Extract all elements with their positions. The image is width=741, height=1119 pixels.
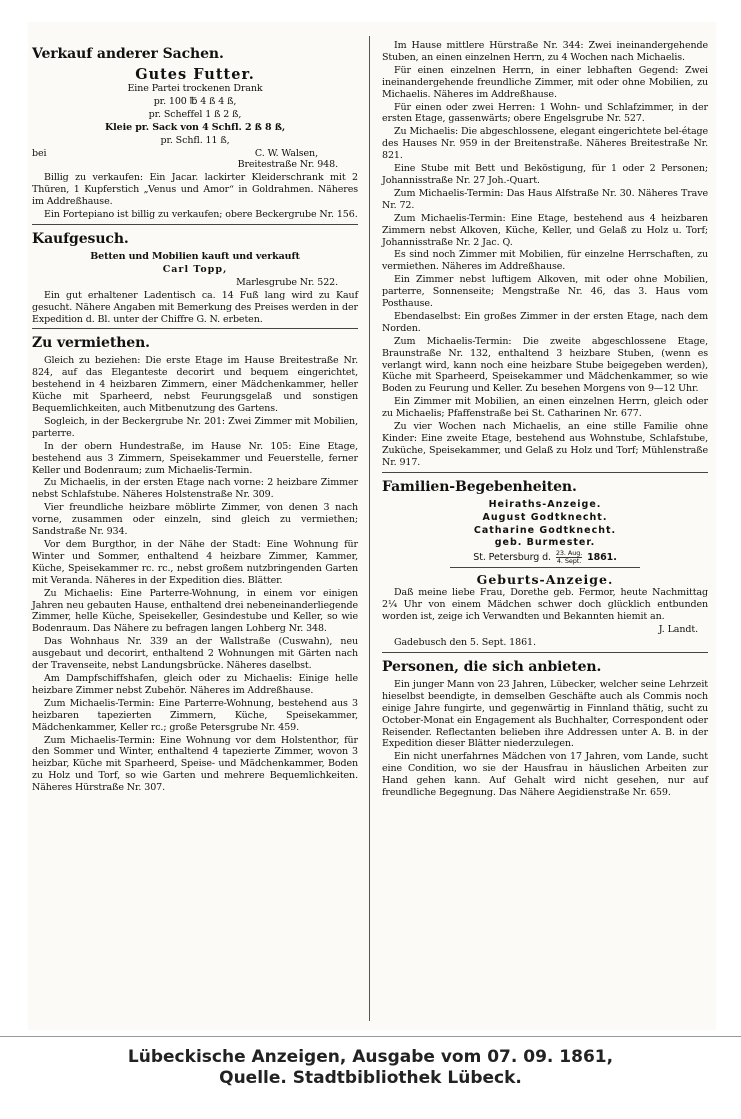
geburts-text: Daß meine liebe Frau, Dorethe geb. Fermor, heute Nachmittag 2¼ Uhr von einem Mädchen schwer doch glücklich entbunden worden ist, zeige ich Verwandten und Bekannten hiemit an. [382,587,708,623]
futter-seller-address: Breitestraße Nr. 948. [237,159,338,171]
futter-seller [32,148,358,160]
caption-line-2: Quelle. Stadtbibliothek Lübeck. [219,1068,522,1088]
section-rule [382,652,708,653]
ad-text: Zum Michaelis-Termin: Eine Wohnung vor dem Holstenthor, für den Sommer und Winter, enthaltend 4 tapezierte Zimmer, wovon 3 heizbar, Küche mit Sparheerd, Speise- und Mädchenkammer, Boden zu Holz und Torf, so wie Garten und mehrere Bequemlichkeiten. Näheres Hürstraße Nr. 307. [32,734,358,794]
ad-text: Im Hause mittlere Hürstraße Nr. 344: Zwei ineinandergehende Stuben, an einen einzelnen Herrn, zu 4 Wochen nach Michaelis. [382,40,708,63]
ad-text: Ein Fortepiano ist billig zu verkaufen; obere Beckergrube Nr. 156. [44,209,358,221]
heiraths-date-stack [556,550,582,565]
futter-bei: bei [32,147,47,159]
ad-text: Zu Michaelis, in der ersten Etage nach vorne: 2 heizbare Zimmer nebst Schlafstube. Näheres Holstenstraße Nr. 309. [32,477,358,501]
section-heading-vermiethen: Zu vermiethen. [32,335,150,352]
ad-text: Billig zu verkaufen: Ein Jacar. lackirter Kleiderschrank mit 2 Thüren, 1 Kupferstich „Venus und Amor“ in Goldrahmen. Näheres im Addreßhause. [32,172,358,208]
futter-line: pr. Scheffel 1 ß 2 ß, [148,108,242,120]
ad-text: Zum Michaelis-Termin: Eine Etage, bestehend aus 4 heizbaren Zimmern nebst Alkoven, Küche, Keller, und Gelaß zu Holz u. Torf; Johannisstraße Nr. 2 Jac. Q. [382,212,708,248]
section-heading-personen: Personen, die sich anbieten. [382,658,602,675]
ad-text: Für einen einzelnen Herrn, in einer lebhaften Gegend: Zwei ineinandergehende freundliche Zimmer, mit oder ohne Mobilien, zu Michaelis. Näheres im Addreßhause. [382,64,708,100]
ad-text: Ein gut erhaltener Ladentisch ca. 14 Fuß lang wird zu Kauf gesucht. Nähere Angaben mit Bemerkung des Preises werden in der Expedition d. Bl. unter der Chiffre G. N. erbeten. [32,289,358,325]
section-heading-verkauf: Verkauf anderer Sachen. [32,46,224,62]
heiraths-date-bottom: 4. Sept. [556,557,582,566]
geburts-title: Geburts-Anzeige. [476,572,614,588]
heiraths-date-top: 23. Aug. [555,549,583,558]
ad-text: In der obern Hundestraße, im Hause Nr. 105: Eine Etage, bestehend aus 3 Zimmern, Speisekammer und Feuerstelle, ferner Keller und Bodenraum; zum Michaelis-Termin. [32,440,358,476]
futter-seller-name: C. W. Walsen, [254,147,318,159]
kauf-address: Marlesgrube Nr. 522. [236,276,338,288]
right-column [382,40,708,800]
section-rule [450,567,639,568]
ad-text: Vor dem Burgthor, in der Nähe der Stadt: Eine Wohnung für Winter und Sommer, enthaltend 4 heizbare Zimmer, Kammer, Küche, Speisekammer rc. rc., nebst großem nutzbringenden Garten mit Veranda. Näheres in der Expedition dies. Blätter. [32,539,358,586]
ad-text: Zu Michaelis: Eine Parterre-Wohnung, in einem vor einigen Jahren neu gebauten Hause, enthaltend drei nebeneinanderliegende Zimmer, helle Küche, Speisekeller, Gesindestube und Keller, so wie Bodenraum. Das Nähere zu befragen langen Lohberg Nr. 348. [32,587,358,635]
ad-title-gutes-futter: Gutes Futter. [135,66,255,83]
ad-text: Sogleich, in der Beckergrube Nr. 201: Zwei Zimmer mit Mobilien, parterre. [32,415,358,439]
section-rule [32,224,358,225]
heiraths-groom: August Godtknecht. [482,511,608,523]
ad-text: Zum Michaelis-Termin: Die zweite abgeschlossene Etage, Braunstraße Nr. 132, enthaltend 3 heizbare Stuben, (wenn es verlangt wird, kann noch eine heizbare Stube beigegeben werden), Küche mit Sparheerd, Speisekammer und Mädchenkammer, so wie Boden zu Feurung und Keller. Zu besehen Morgens von 9—12 Uhr. [382,335,708,395]
geburts-place: Gadebusch den 5. Sept. 1861. [394,636,536,648]
heiraths-title: Heiraths-Anzeige. [488,498,602,510]
kauf-name: Carl Topp, [162,263,228,275]
futter-line: Eine Partei trockenen Drank [127,83,263,94]
caption-divider [0,1036,741,1037]
ad-text: Zum Michaelis-Termin: Das Haus Alfstraße Nr. 30. Näheres Trave Nr. 72. [382,187,708,211]
geburts-signer: J. Landt. [658,624,698,636]
ad-text: Zum Michaelis-Termin: Eine Parterre-Wohnung, bestehend aus 3 heizbaren tapezierten Zimmern, Küche, Speisekammer, Mädchenkammer, Keller rc.; große Petersgrube Nr. 459. [32,697,358,733]
caption-line-1: Lübeckische Anzeigen, Ausgabe vom 07. 09. 1861, [127,1047,614,1067]
newspaper-scan [28,22,716,1030]
ad-text: Zu Michaelis: Die abgeschlossene, elegant eingerichtete bel-étage des Hauses Nr. 959 in der Breitenstraße. Näheres Breitestraße Nr. 821. [382,126,709,162]
heiraths-bride: Catharine Godtknecht. [473,524,617,536]
ad-text: Für einen oder zwei Herren: 1 Wohn- und Schlafzimmer, in der ersten Etage, gassenwärts; obere Engelsgrube Nr. 527. [382,101,708,125]
futter-line: pr. 100 ℔ 4 ß 4 ß, [153,95,237,107]
heiraths-year: 1861. [587,552,617,564]
heiraths-place: St. Petersburg d. [473,552,551,564]
ad-text: Gleich zu beziehen: Die erste Etage im Hause Breitestraße Nr. 824, auf das Eleganteste decorirt und bequem eingerichtet, bestehend in 4 heizbaren Zimmern, einer Mädchenkammer, heller Küche mit Sparheerd, nebst Feurungsgelaß und sonstigen Bequemlichkeiten, auch Mitbenutzung des Gartens. [32,355,358,415]
heiraths-place-date [382,550,708,565]
ad-text: Ein Zimmer mit Mobilien, an einen einzelnen Herrn, gleich oder zu Michaelis; Pfaffenstraße bei St. Catharinen Nr. 677. [382,396,708,420]
section-heading-familien: Familien-Begebenheiten. [382,478,577,495]
kauf-line: Betten und Mobilien kauft und verkauft [90,250,300,262]
ad-text: Ein Zimmer nebst luftigem Alkoven, mit oder ohne Mobilien, parterre, Sonnenseite; Mengstraße Nr. 46, das 3. Haus vom Posthause. [382,274,708,310]
ad-text: Das Wohnhaus Nr. 339 an der Wallstraße (Cuswahn), neu ausgebaut und decorirt, enthaltend 2 Wohnungen mit Gärten nach der Travenseite, nebst Landungsbrücke. Näheres daselbst. [32,636,358,672]
left-column [32,40,358,795]
futter-line: pr. Schfl. 11 ß, [160,134,230,146]
section-heading-kaufgesuch: Kaufgesuch. [32,230,129,247]
section-rule [32,328,358,329]
image-caption [0,1047,741,1089]
ad-text: Vier freundliche heizbare möblirte Zimmer, von denen 3 nach vorne, zusammen oder einzeln, sind gleich zu vermiethen; Sandstraße Nr. 934. [32,502,358,538]
ad-text: Am Dampfschiffshafen, gleich oder zu Michaelis: Einige helle heizbare Zimmer nebst Zubehör. Näheres im Addreßhause. [32,672,358,696]
ad-text: Ebendaselbst: Ein großes Zimmer in der ersten Etage, nach dem Norden. [382,310,708,334]
ad-text: Ein nicht unerfahrnes Mädchen von 17 Jahren, vom Lande, sucht eine Condition, wo sie der Hausfrau in häuslichen Arbeiten zur Hand gehen kann. Auf Gehalt wird nicht gesehen, nur auf freundliche Begegnung. Das Nähere Aegidienstraße Nr. 659. [382,751,708,799]
ad-text: Eine Stube mit Bett und Beköstigung, für 1 oder 2 Personen; Johannisstraße Nr. 27 Joh.-Quart. [382,163,708,186]
ad-text: Ein junger Mann von 23 Jahren, Lübecker, welcher seine Lehrzeit hieselbst beendigte, in demselben Geschäfte auch als Commis noch einige Jahre fungirte, und gegenwärtig in Finnland thätig, sucht zu October-Monat ein Engagement als Buchhalter, Correspondent oder Reisender. Reflectanten belieben ihre Addressen unter A. B. in der Expedition dieser Blätter niederzulegen. [382,678,708,750]
heiraths-born: geb. Burmester. [494,537,596,549]
ad-text: Es sind noch Zimmer mit Mobilien, für einzelne Herrschaften, zu vermiethen. Näheres im Addreßhause. [382,249,708,273]
column-divider [369,36,370,1021]
futter-line: Kleie pr. Sack von 4 Schfl. 2 ß 8 ß, [104,121,286,133]
ad-text: Zu vier Wochen nach Michaelis, an eine stille Familie ohne Kinder: Eine zweite Etage, bestehend aus Wohnstube, Schlafstube, Zuküche, Speisekammer, und Gelaß zu Holz und Torf; Mühlenstraße Nr. 917. [382,421,708,468]
section-rule [382,472,708,473]
